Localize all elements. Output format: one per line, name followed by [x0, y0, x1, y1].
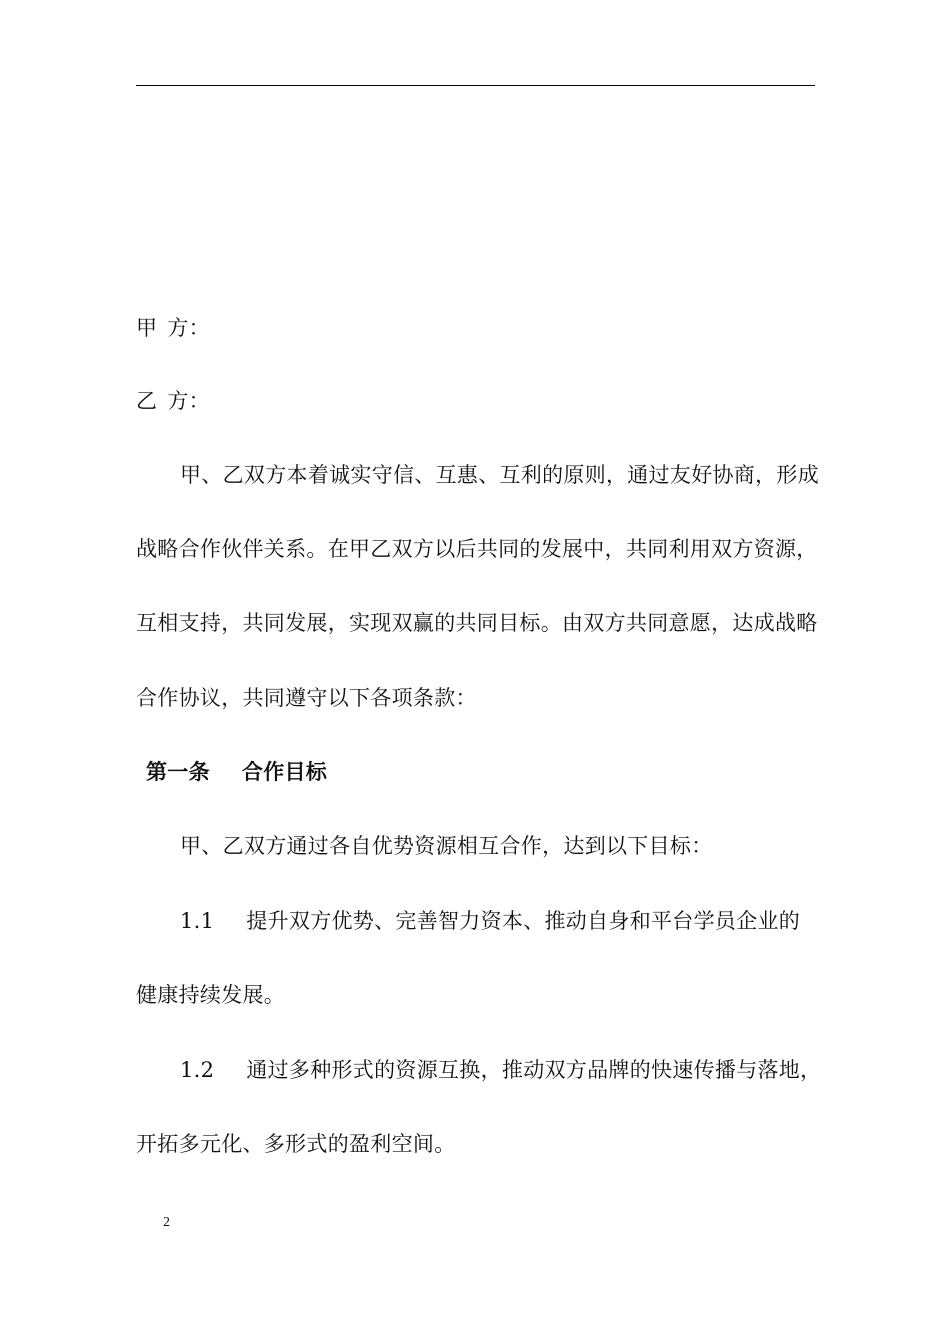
party-a-label: 甲 [136, 316, 158, 340]
item-1-1-line-1 [180, 906, 870, 936]
item-1-1-number: 1.1 [180, 909, 215, 933]
item-1-2-text: 通过多种形式的资源互换，推动双方品牌的快速传播与落地， [246, 1058, 822, 1082]
article-1-title: 合作目标 [241, 760, 328, 784]
item-1-1-text: 提升双方优势、完善智力资本、推动自身和平台学员企业的 [246, 909, 801, 933]
page-number: 2 [163, 1215, 170, 1230]
party-b-label: 乙 [136, 389, 158, 413]
item-1-2-line-1 [180, 1055, 870, 1085]
party-a-line [136, 313, 826, 343]
intro-line-4: 合作协议，共同遵守以下各项条款： [136, 686, 477, 710]
item-1-2-number: 1.2 [180, 1058, 215, 1082]
article-1-lead: 甲、乙双方通过各自优势资源相互合作，达到以下目标： [180, 834, 713, 858]
article-1-heading [146, 757, 836, 787]
header-rule [136, 85, 815, 86]
intro-line-3: 互相支持，共同发展，实现双赢的共同目标。由双方共同意愿，达成战略 [136, 611, 818, 635]
article-1-number: 第一条 [146, 760, 210, 784]
intro-line-1: 甲、乙双方本着诚实守信、互惠、互利的原则，通过友好协商，形成 [180, 463, 819, 487]
intro-line-2: 战略合作伙伴关系。在甲乙双方以后共同的发展中，共同利用双方资源， [136, 537, 818, 561]
party-b-line [136, 386, 826, 416]
item-1-1-line-2: 健康持续发展。 [136, 983, 286, 1007]
party-b-suffix: 方： [167, 389, 210, 413]
item-1-2-line-2: 开拓多元化、多形式的盈利空间。 [136, 1132, 456, 1156]
party-a-suffix: 方： [167, 316, 210, 340]
